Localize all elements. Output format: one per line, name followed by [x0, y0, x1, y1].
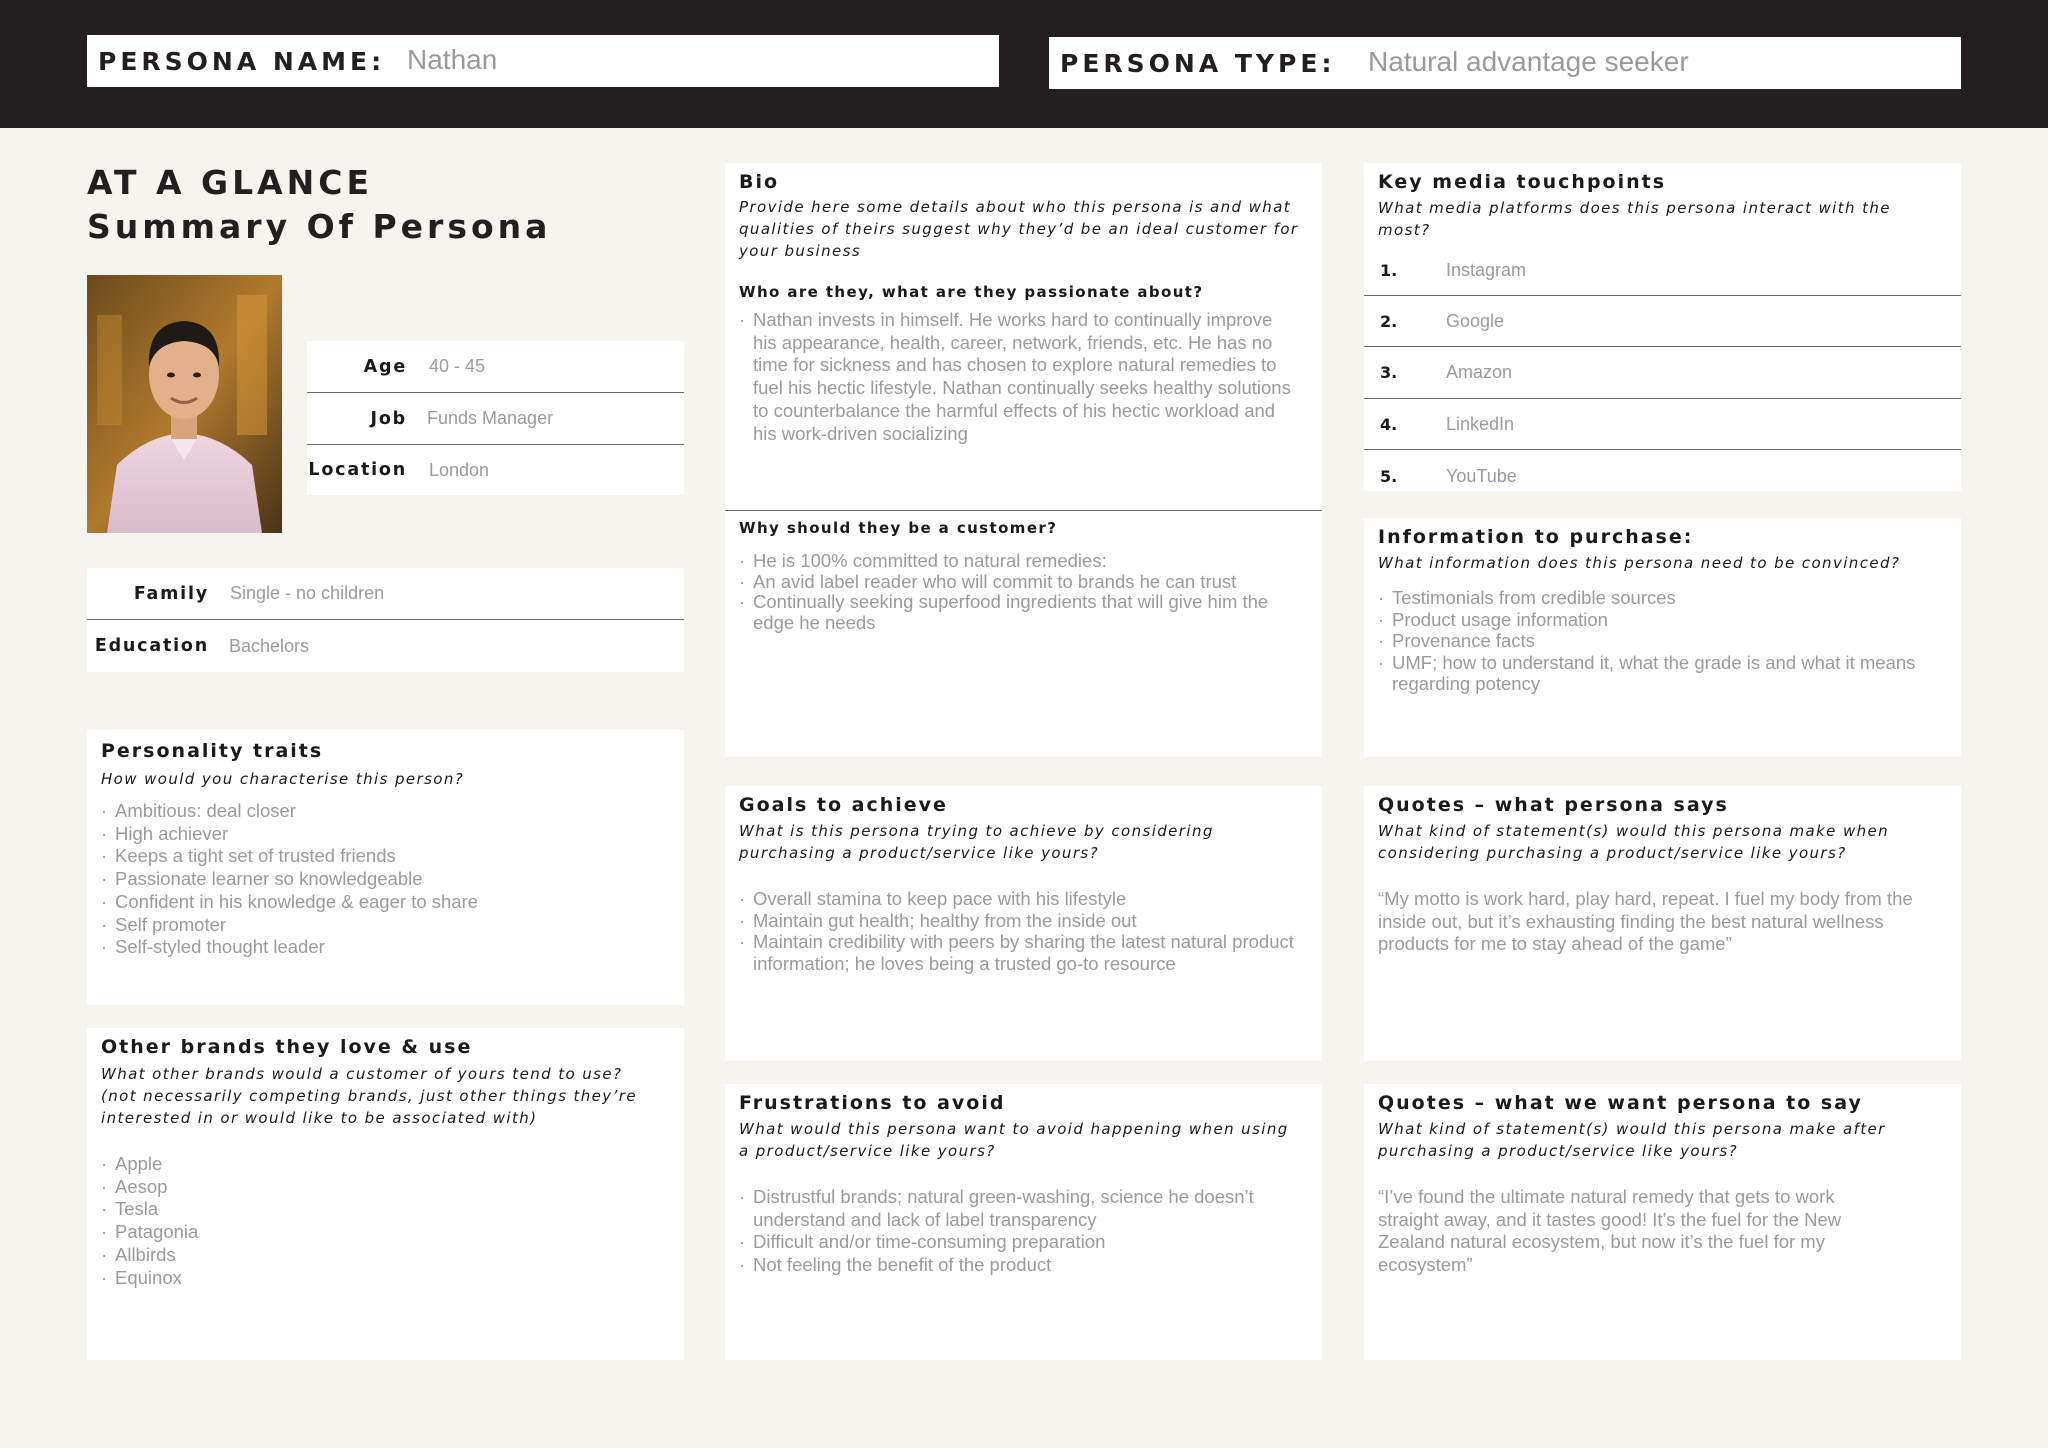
- goals-card: [725, 786, 1322, 1061]
- age-row: [307, 341, 684, 393]
- location-row: [307, 445, 684, 495]
- list-item: · Self-styled thought leader: [101, 936, 670, 959]
- quotes-want-card: [1364, 1084, 1961, 1360]
- frustrations-list: [739, 1186, 1299, 1276]
- list-item: · Tesla: [101, 1198, 670, 1221]
- persona-name-field[interactable]: [87, 35, 999, 87]
- bio-top: [725, 163, 1322, 511]
- media-name-4: LinkedIn: [1446, 413, 1515, 434]
- family-row: [87, 568, 684, 620]
- media-num-4: 4.: [1380, 414, 1398, 434]
- info-list: [1378, 587, 1918, 695]
- list-item: · Ambitious: deal closer: [101, 800, 670, 823]
- persona-type-label: PERSONA TYPE:: [1060, 48, 1336, 78]
- glance-subtitle: Summary Of Persona: [87, 207, 552, 246]
- bio-title: Bio: [739, 171, 780, 193]
- media-row-1: [1364, 245, 1961, 296]
- glance-title: AT A GLANCE: [87, 163, 374, 202]
- persona-type-value: Natural advantage seeker: [1368, 46, 1689, 77]
- list-item: · Provenance facts: [1378, 630, 1918, 652]
- list-item: · Difficult and/or time-consuming preparation: [739, 1231, 1299, 1254]
- job-label: Job: [370, 408, 407, 429]
- personality-list: [101, 800, 670, 959]
- bio-sub-why: Why should they be a customer?: [739, 519, 1058, 537]
- list-item: · Not feeling the benefit of the product: [739, 1254, 1299, 1277]
- media-row-3: [1364, 347, 1961, 399]
- age-label: Age: [363, 356, 407, 377]
- frustrations-card: [725, 1084, 1322, 1360]
- list-item: · He is 100% committed to natural remedies:: [739, 551, 1304, 572]
- info-card: [1364, 518, 1961, 757]
- education-row: [87, 620, 684, 672]
- list-item: · Testimonials from credible sources: [1378, 587, 1918, 609]
- family-value: Single - no children: [230, 583, 385, 603]
- frustrations-question: What would this persona want to avoid happening when using a product/service like yours?: [739, 1120, 1289, 1160]
- demographics-card: [307, 341, 684, 495]
- personality-card: [87, 730, 684, 1005]
- list-item: · Self promoter: [101, 914, 670, 937]
- list-item: · Continually seeking superfood ingredients that will give him the edge he needs: [739, 592, 1304, 633]
- list-item: · Apple: [101, 1153, 670, 1176]
- header-bar: [0, 0, 2048, 128]
- media-row-2: [1364, 296, 1961, 347]
- family-label: Family: [133, 583, 209, 604]
- media-num-3: 3.: [1380, 363, 1398, 382]
- personality-title: Personality traits: [101, 740, 324, 762]
- list-item: · High achiever: [101, 823, 670, 846]
- persona-name-value: Nathan: [407, 44, 498, 75]
- list-item: · Patagonia: [101, 1221, 670, 1244]
- quotes-want-text: “I’ve found the ultimate natural remedy that gets to work straight away, and it tastes good! It’s the fuel for the New Zealand natural ecosystem, but now it’s the fuel for my ecosystem”: [1378, 1186, 1842, 1275]
- brands-card: [87, 1028, 684, 1360]
- personality-question: How would you characterise this person?: [101, 770, 465, 788]
- media-row-4: [1364, 399, 1961, 450]
- media-title: Key media touchpoints: [1378, 171, 1667, 193]
- bio-bottom: [725, 511, 1322, 639]
- list-item: · Nathan invests in himself. He works hard to continually improve his appearance, health, career, network, friends, etc. He has no time for sickness and has chosen to explore natural remedies to fuel his hectic lifestyle. Nathan continually seeks healthy solutions to counterbalance the harmful effects of his hectic workload and his work-driven socializing: [739, 309, 1297, 445]
- list-item: · Equinox: [101, 1267, 670, 1290]
- quotes-want-question: What kind of statement(s) would this persona make after purchasing a product/service like yours?: [1378, 1120, 1886, 1160]
- list-item: · An avid label reader who will commit to brands he can trust: [739, 572, 1304, 593]
- list-item: · Passionate learner so knowledgeable: [101, 868, 670, 891]
- bio-question: Provide here some details about who this persona is and what qualities of theirs suggest why they’d be an ideal customer for your business: [739, 198, 1299, 260]
- list-item: · Distrustful brands; natural green-washing, science he doesn’t understand and lack of label transparency: [739, 1186, 1299, 1231]
- quotes-question: What kind of statement(s) would this persona make when considering purchasing a product/service like yours?: [1378, 822, 1890, 862]
- media-name-2: Google: [1446, 310, 1505, 331]
- media-num-1: 1.: [1380, 260, 1398, 280]
- job-row: [307, 393, 684, 445]
- persona-name-label: PERSONA NAME:: [98, 46, 386, 76]
- brands-title: Other brands they love & use: [101, 1036, 473, 1058]
- goals-title: Goals to achieve: [739, 794, 948, 816]
- list-item: · Confident in his knowledge & eager to share: [101, 891, 670, 914]
- media-question: What media platforms does this persona interact with the most?: [1378, 199, 1891, 239]
- quotes-text: “My motto is work hard, play hard, repeat. I fuel my body from the inside out, but it’s exhausting finding the best natural wellness products for me to stay ahead of the game”: [1378, 888, 1913, 954]
- location-value: London: [429, 459, 490, 480]
- media-name-1: Instagram: [1446, 259, 1527, 280]
- list-item: · UMF; how to understand it, what the grade is and what it means regarding potency: [1378, 652, 1918, 695]
- bio-why-list: [739, 551, 1304, 633]
- goals-question: What is this persona trying to achieve by considering purchasing a product/service like yours?: [739, 822, 1214, 862]
- education-label: Education: [94, 636, 209, 656]
- background-card: [87, 568, 684, 672]
- brands-question: What other brands would a customer of yours tend to use? (not necessarily competing brands, just other things they’re interested in or would like to be associated with): [101, 1065, 637, 1127]
- location-label: Location: [308, 460, 407, 480]
- persona-photo: [87, 275, 282, 533]
- media-num-5: 5.: [1380, 466, 1398, 486]
- info-title: Information to purchase:: [1378, 526, 1694, 548]
- info-question: What information does this persona need to be convinced?: [1378, 554, 1901, 572]
- goals-list: [739, 888, 1299, 974]
- job-value: Funds Manager: [427, 408, 554, 428]
- bio-card: [725, 163, 1322, 757]
- list-item: · Maintain credibility with peers by sharing the latest natural product information; he loves being a trusted go-to resource: [739, 931, 1299, 974]
- quotes-title: Quotes – what persona says: [1378, 794, 1729, 816]
- media-header: [1364, 163, 1961, 245]
- list-item: · Allbirds: [101, 1244, 670, 1267]
- media-name-3: Amazon: [1446, 362, 1513, 382]
- media-row-5: [1364, 450, 1961, 502]
- list-item: · Overall stamina to keep pace with his lifestyle: [739, 888, 1299, 910]
- list-item: · Aesop: [101, 1176, 670, 1199]
- media-num-2: 2.: [1380, 311, 1398, 331]
- brands-list: [101, 1153, 670, 1289]
- quotes-card: [1364, 786, 1961, 1061]
- list-item: · Product usage information: [1378, 609, 1918, 631]
- frustrations-title: Frustrations to avoid: [739, 1092, 1006, 1114]
- media-card: [1364, 163, 1961, 491]
- media-name-5: YouTube: [1446, 465, 1517, 486]
- list-item: · Keeps a tight set of trusted friends: [101, 845, 670, 868]
- persona-type-field[interactable]: [1049, 37, 1961, 89]
- bio-who-list: [739, 309, 1297, 445]
- age-value: 40 - 45: [429, 356, 486, 376]
- quotes-want-title: Quotes – what we want persona to say: [1378, 1092, 1863, 1114]
- list-item: · Maintain gut health; healthy from the inside out: [739, 910, 1299, 932]
- persona-portrait-image: [87, 275, 282, 533]
- education-value: Bachelors: [229, 635, 310, 656]
- bio-sub-who: Who are they, what are they passionate about?: [739, 283, 1204, 301]
